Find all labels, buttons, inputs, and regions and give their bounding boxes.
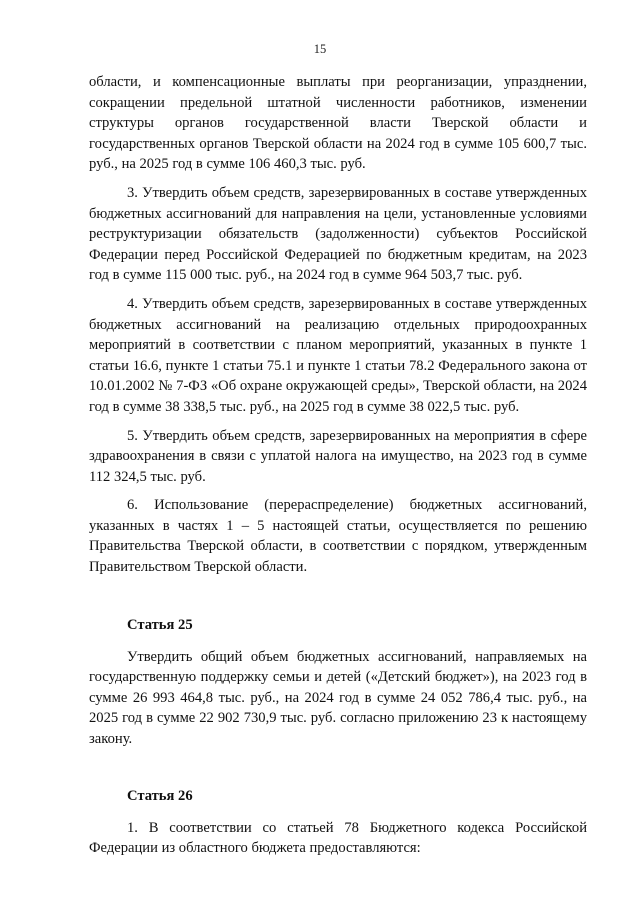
body-text [89,72,587,859]
paragraph-5: 5. Утвердить объем средств, зарезервированных на мероприятия в сфере здравоохранения в связи с уплатой налога на имущество, на 2023 год в сумме 112 324,5 тыс. руб. [89,427,587,485]
paragraph-4: 4. Утвердить объем средств, зарезервированных в составе утвержденных бюджетных ассигнований на реализацию отдельных природоохранных мероприятий в соответствии с планом мероприятий, указанных в пункте 1 статьи 16.6, пункте 1 статьи 75.1 и пункте 1 статьи 78.2 Федерального закона от 10.01.2002 № 7-ФЗ «Об охране окружающей среды», Тверской области, на 2024 год в сумме 38 338,5 тыс. руб., на 2025 год в сумме 38 022,5 тыс. руб. [89,295,587,415]
article-25-heading: Статья 25 [127,616,193,633]
paragraph-6: 6. Использование (перераспределение) бюджетных ассигнований, указанных в частях 1 – 5 настоящей статьи, осуществляется по решению Правительства Тверской области, в соответствии с порядком, утвержденным Правительством Тверской области. [89,497,587,576]
paragraph-3: 3. Утвердить объем средств, зарезервированных в составе утвержденных бюджетных ассигнований для направления на цели, установленные условиями реструктуризации обязательств (задолженности) субъектов Российской Федерации перед Российской Федерацией по бюджетным кредитам, на 2023 год в сумме 115 000 тыс. руб., на 2024 год в сумме 964 503,7 тыс. руб. [89,184,587,284]
paragraph-continued: области, и компенсационные выплаты при реорганизации, упразднении, сокращении предельной штатной численности работников, изменении структуры органов государственной власти Тверской области и государственных органов Тверской области на 2024 год в сумме 105 600,7 тыс. руб., на 2025 год в сумме 106 460,3 тыс. руб. [89,74,587,173]
page-number: 15 [313,42,327,56]
article-26-heading: Статья 26 [127,787,193,804]
article-25-text: Утвердить общий объем бюджетных ассигнований, направляемых на государственную поддержку семьи и детей («Детский бюджет»), на 2023 год в сумме 26 993 464,8 тыс. руб., на 2024 год в сумме 24 052 786,4 тыс. руб., на 2025 год в сумме 22 902 730,9 тыс. руб. согласно приложению 23 к настоящему закону. [89,648,587,748]
article-26-text: 1. В соответствии со статьей 78 Бюджетного кодекса Российской Федерации из областного бюджета предоставляются: [89,819,587,857]
